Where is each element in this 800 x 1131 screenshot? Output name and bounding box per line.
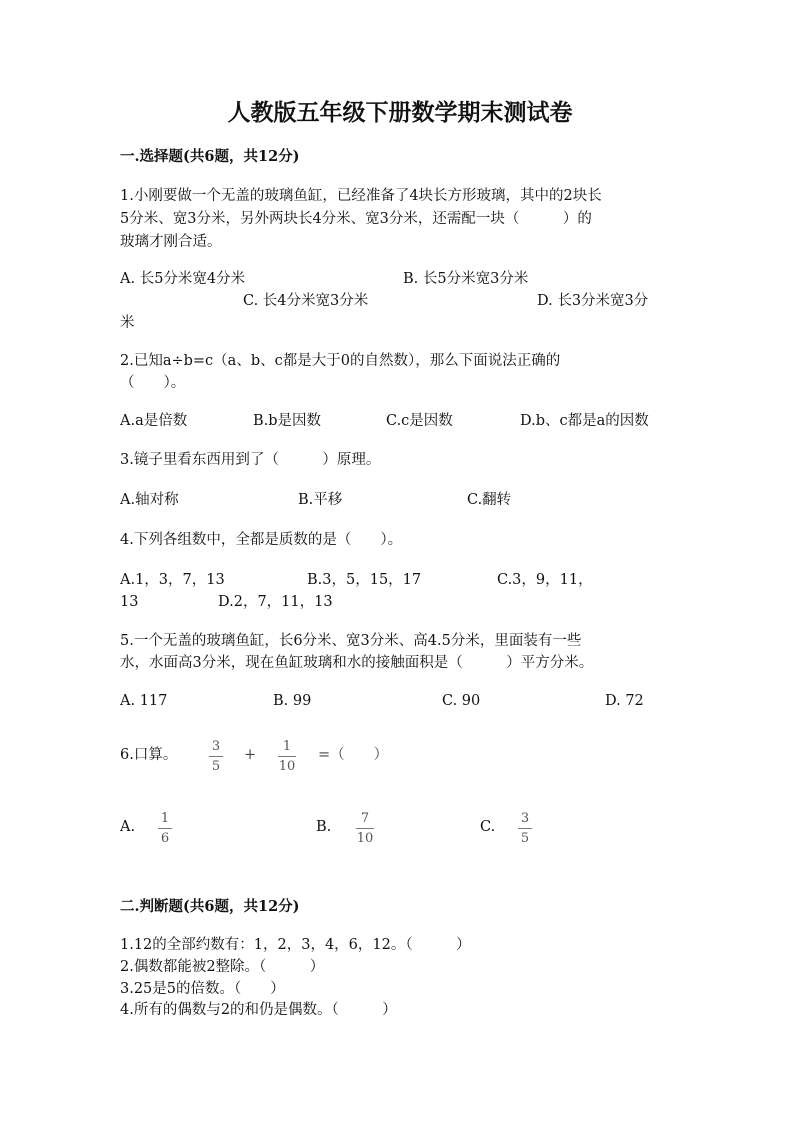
q2-option-b: B.b是因数 <box>253 413 322 429</box>
q4-option-a: A.1，3，7，13 <box>120 572 225 588</box>
q1-line3: 玻璃才刚合适。 <box>120 234 222 250</box>
q6-option-a-fraction <box>158 811 172 846</box>
q4-option-c: C.3，9，11， <box>497 572 593 588</box>
q6-option-c-numerator: 3 <box>520 811 530 826</box>
q1-line1: 1.小刚要做一个无盖的玻璃鱼缸，已经准备了4块长方形玻璃，其中的2块长 <box>120 188 602 204</box>
q6-option-a-denominator: 6 <box>160 831 170 846</box>
q2-option-c: C.c是因数 <box>386 413 453 429</box>
q6-plus: + <box>244 747 257 763</box>
q4-option-d: D.2，7，11，13 <box>218 594 333 610</box>
q1-option-a: A. 长5分米宽4分米 <box>120 271 246 287</box>
q3-option-b: B.平移 <box>298 492 343 508</box>
judge-item: 4.所有的偶数与2的和仍是偶数。（ ） <box>120 1002 397 1018</box>
q3-line1: 3.镜子里看东西用到了（ ）原理。 <box>120 452 381 468</box>
q1-option-b: B. 长5分米宽3分米 <box>403 271 529 287</box>
q6-option-a-numerator: 1 <box>160 811 170 826</box>
judge-item: 1.12的全部约数有：1，2，3，4，6，12。（ ） <box>120 937 471 953</box>
fraction-bar <box>356 828 374 829</box>
judge-item: 3.25是5的倍数。（ ） <box>120 981 285 997</box>
q4-option-b: B.3，5，15，17 <box>307 572 422 588</box>
fraction-bar <box>158 828 172 829</box>
q5-line1: 5.一个无盖的玻璃鱼缸，长6分米、宽3分米、高4.5分米，里面装有一些 <box>120 633 582 649</box>
q2-option-a: A.a是倍数 <box>120 413 188 429</box>
q6-option-b-label: B. <box>316 819 332 835</box>
q6-option-a-label: A. <box>120 819 136 835</box>
section-2-heading: 二.判断题(共6题，共12分) <box>120 898 300 915</box>
section-1-heading: 一.选择题(共6题，共12分) <box>120 148 300 165</box>
fraction-bar <box>518 828 532 829</box>
q4-line1: 4.下列各组数中，全都是质数的是（ ）。 <box>120 532 403 548</box>
q6-option-b-fraction <box>356 811 374 846</box>
judge-item: 2.偶数都能被2整除。（ ） <box>120 959 325 975</box>
q6-option-c-fraction <box>518 811 532 846</box>
q1-option-d-wrap: 米 <box>120 315 135 331</box>
q6-option-b-denominator: 10 <box>356 831 374 846</box>
q5-line2: 水，水面高3分米，现在鱼缸玻璃和水的接触面积是（ ）平方分米。 <box>120 655 594 671</box>
q1-line2: 5分米、宽3分米，另外两块长4分米、宽3分米，还需配一块（ ）的 <box>120 211 592 227</box>
q6-equals: =（ ） <box>318 747 389 763</box>
q5-option-a: A. 117 <box>120 693 168 709</box>
q6-fraction-1-numerator: 3 <box>211 739 221 754</box>
q6-fraction-2-numerator: 1 <box>282 739 292 754</box>
q6-option-b-numerator: 7 <box>360 811 370 826</box>
q1-option-c: C. 长4分米宽3分米 <box>243 293 369 309</box>
q6-option-c-denominator: 5 <box>520 831 530 846</box>
q3-option-c: C.翻转 <box>467 492 512 508</box>
page-title: 人教版五年级下册数学期末测试卷 <box>227 99 573 126</box>
q6-fraction-2 <box>278 739 296 774</box>
q2-line2: （ ）。 <box>120 375 186 391</box>
q5-option-d: D. 72 <box>605 693 644 709</box>
q3-option-a: A.轴对称 <box>120 492 179 508</box>
q5-option-c: C. 90 <box>442 693 481 709</box>
q1-option-d: D. 长3分米宽3分 <box>537 293 649 309</box>
q6-fraction-2-denominator: 10 <box>278 759 296 774</box>
q4-option-c-wrap: 13 <box>120 594 139 610</box>
q6-option-c-label: C. <box>480 819 496 835</box>
q6-prefix: 6.口算。 <box>120 747 178 763</box>
q6-fraction-1-denominator: 5 <box>211 759 221 774</box>
q2-line1: 2.已知a÷b=c（a、b、c都是大于0的自然数），那么下面说法正确的 <box>120 353 561 369</box>
fraction-bar <box>278 756 296 757</box>
q2-option-d: D.b、c都是a的因数 <box>520 413 649 429</box>
q5-option-b: B. 99 <box>273 693 312 709</box>
fraction-bar <box>209 756 223 757</box>
q6-fraction-1 <box>209 739 223 774</box>
